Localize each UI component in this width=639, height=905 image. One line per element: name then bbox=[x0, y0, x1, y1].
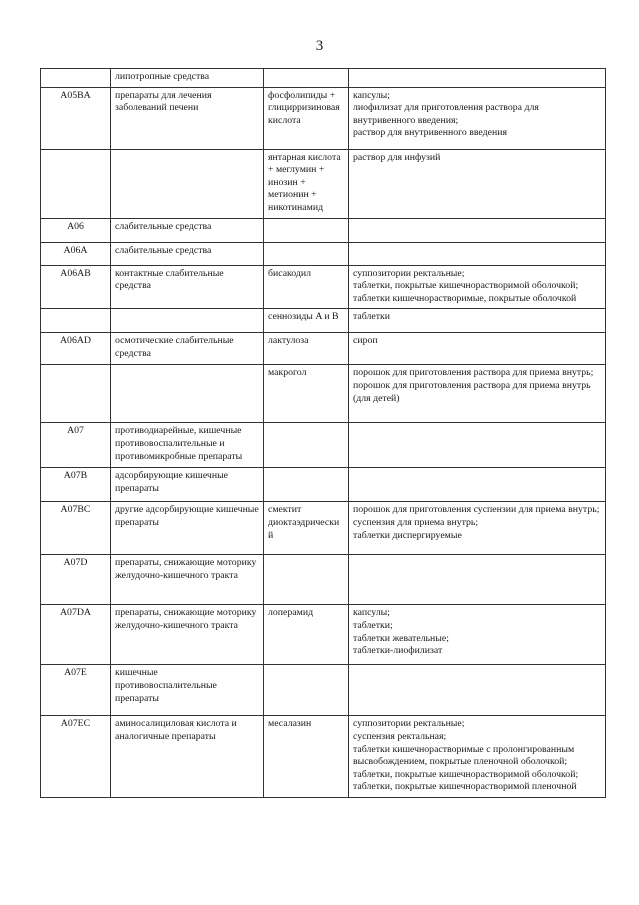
dosage-form-line: суппозитории ректальные; bbox=[353, 718, 465, 730]
dosage-form-line: таблетки, покрытые кишечнорастворимой пленочной bbox=[353, 781, 577, 793]
dosage-forms-cell bbox=[349, 716, 606, 798]
group-name-cell: осмотические слабительные средства bbox=[111, 333, 264, 365]
group-name-cell: кишечные противовоспалительные препараты bbox=[111, 665, 264, 716]
substance-cell: фосфолипиды + глицирризиновая кислота bbox=[264, 87, 349, 149]
atc-code-cell: A07D bbox=[41, 555, 111, 605]
table-row bbox=[41, 365, 606, 423]
group-name-cell: противодиарейные, кишечные противовоспалительные и противомикробные препараты bbox=[111, 423, 264, 468]
dosage-forms-cell bbox=[349, 365, 606, 423]
group-name-cell: другие адсорбирующие кишечные препараты bbox=[111, 502, 264, 555]
atc-code-cell: A07B bbox=[41, 468, 111, 502]
dosage-forms-cell bbox=[349, 555, 606, 605]
page-number: 3 bbox=[315, 38, 324, 54]
group-name-cell: аминосалициловая кислота и аналогичные препараты bbox=[111, 716, 264, 798]
dosage-form-line: таблетки, покрытые кишечнорастворимой оболочкой; bbox=[353, 768, 579, 780]
substance-cell bbox=[264, 242, 349, 265]
substance-cell bbox=[264, 555, 349, 605]
dosage-forms-cell bbox=[349, 69, 606, 88]
table-body bbox=[41, 69, 606, 798]
dosage-forms-cell bbox=[349, 309, 606, 333]
atc-code-cell: A07DA bbox=[41, 605, 111, 665]
substance-cell: бисакодил bbox=[264, 265, 349, 309]
atc-code-cell bbox=[41, 365, 111, 423]
dosage-form-line: порошок для приготовления раствора для приема внутрь (для детей) bbox=[353, 379, 591, 404]
dosage-forms-cell bbox=[349, 605, 606, 665]
substance-cell: лактулоза bbox=[264, 333, 349, 365]
table-row bbox=[41, 502, 606, 555]
dosage-form-line: порошок для приготовления раствора для приема внутрь; bbox=[353, 367, 594, 379]
atc-code-cell: A06AB bbox=[41, 265, 111, 309]
substance-cell: сеннозиды A и B bbox=[264, 309, 349, 333]
group-name-cell: препараты, снижающие моторику желудочно-кишечного тракта bbox=[111, 605, 264, 665]
atc-code-cell: A07 bbox=[41, 423, 111, 468]
substance-cell bbox=[264, 665, 349, 716]
table-row bbox=[41, 605, 606, 665]
substance-cell bbox=[264, 423, 349, 468]
substance-cell bbox=[264, 218, 349, 242]
dosage-forms-cell bbox=[349, 423, 606, 468]
atc-code-cell bbox=[41, 309, 111, 333]
table-row bbox=[41, 333, 606, 365]
table-row bbox=[41, 242, 606, 265]
dosage-form-line: таблетки кишечнорастворимые, покрытые оболочкой bbox=[353, 292, 577, 304]
dosage-forms-cell bbox=[349, 468, 606, 502]
table-row bbox=[41, 149, 606, 218]
atc-code-cell: A06 bbox=[41, 218, 111, 242]
dosage-form-line: таблетки диспергируемые bbox=[353, 529, 462, 541]
group-name-cell bbox=[111, 149, 264, 218]
group-name-cell: препараты для лечения заболеваний печени bbox=[111, 87, 264, 149]
drug-classification-table bbox=[40, 68, 606, 798]
atc-code-cell bbox=[41, 69, 111, 88]
dosage-form-line: таблетки-лиофилизат bbox=[353, 645, 443, 657]
atc-code-cell: A07EC bbox=[41, 716, 111, 798]
group-name-cell: препараты, снижающие моторику желудочно-кишечного тракта bbox=[111, 555, 264, 605]
dosage-form-line: таблетки кишечнорастворимые с пролонгированным высвобождением, покрытые пленочной оболочкой; bbox=[353, 743, 575, 768]
dosage-forms-cell bbox=[349, 87, 606, 149]
group-name-cell: липотропные средства bbox=[111, 69, 264, 88]
dosage-form-line: суспензия ректальная; bbox=[353, 730, 447, 742]
group-name-cell: слабительные средства bbox=[111, 218, 264, 242]
dosage-form-line: таблетки, покрытые кишечнорастворимой оболочкой; bbox=[353, 280, 579, 292]
table-row bbox=[41, 265, 606, 309]
dosage-form-line: сироп bbox=[353, 335, 378, 347]
dosage-form-line: порошок для приготовления суспензии для приема внутрь; bbox=[353, 504, 600, 516]
table-row bbox=[41, 665, 606, 716]
dosage-form-line: таблетки bbox=[353, 311, 391, 323]
table-row bbox=[41, 218, 606, 242]
dosage-form-line: лиофилизат для приготовления раствора для внутривенного введения; bbox=[353, 102, 539, 126]
dosage-forms-cell bbox=[349, 149, 606, 218]
substance-cell: лоперамид bbox=[264, 605, 349, 665]
group-name-cell: адсорбирующие кишечные препараты bbox=[111, 468, 264, 502]
substance-cell bbox=[264, 69, 349, 88]
dosage-form-line: капсулы; bbox=[353, 89, 390, 101]
group-name-cell: слабительные средства bbox=[111, 242, 264, 265]
substance-cell bbox=[264, 468, 349, 502]
atc-code-cell: A05BA bbox=[41, 87, 111, 149]
atc-code-cell: A06A bbox=[41, 242, 111, 265]
table-row bbox=[41, 555, 606, 605]
group-name-cell bbox=[111, 365, 264, 423]
dosage-forms-cell bbox=[349, 265, 606, 309]
substance-cell: месалазин bbox=[264, 716, 349, 798]
table-row bbox=[41, 468, 606, 502]
atc-code-cell: A07E bbox=[41, 665, 111, 716]
dosage-form-line: таблетки; bbox=[353, 619, 393, 631]
substance-cell: макрогол bbox=[264, 365, 349, 423]
dosage-form-line: раствор для инфузий bbox=[353, 151, 441, 163]
table-row bbox=[41, 423, 606, 468]
atc-code-cell: A06AD bbox=[41, 333, 111, 365]
table-row bbox=[41, 716, 606, 798]
dosage-form-line: суппозитории ректальные; bbox=[353, 267, 465, 279]
table-row bbox=[41, 69, 606, 88]
atc-code-cell bbox=[41, 149, 111, 218]
group-name-cell: контактные слабительные средства bbox=[111, 265, 264, 309]
table-row bbox=[41, 87, 606, 149]
dosage-forms-cell bbox=[349, 665, 606, 716]
dosage-form-line: раствор для внутривенного введения bbox=[353, 127, 507, 139]
dosage-form-line: капсулы; bbox=[353, 607, 390, 619]
dosage-forms-cell bbox=[349, 242, 606, 265]
substance-cell: смектит диоктаэдрический bbox=[264, 502, 349, 555]
dosage-forms-cell bbox=[349, 502, 606, 555]
dosage-forms-cell bbox=[349, 218, 606, 242]
table-row bbox=[41, 309, 606, 333]
dosage-form-line: таблетки жевательные; bbox=[353, 632, 449, 644]
dosage-form-line: суспензия для приема внутрь; bbox=[353, 516, 479, 528]
dosage-forms-cell bbox=[349, 333, 606, 365]
group-name-cell bbox=[111, 309, 264, 333]
atc-code-cell: A07BC bbox=[41, 502, 111, 555]
substance-cell: янтарная кислота + меглумин + инозин + метионин + никотинамид bbox=[264, 149, 349, 218]
